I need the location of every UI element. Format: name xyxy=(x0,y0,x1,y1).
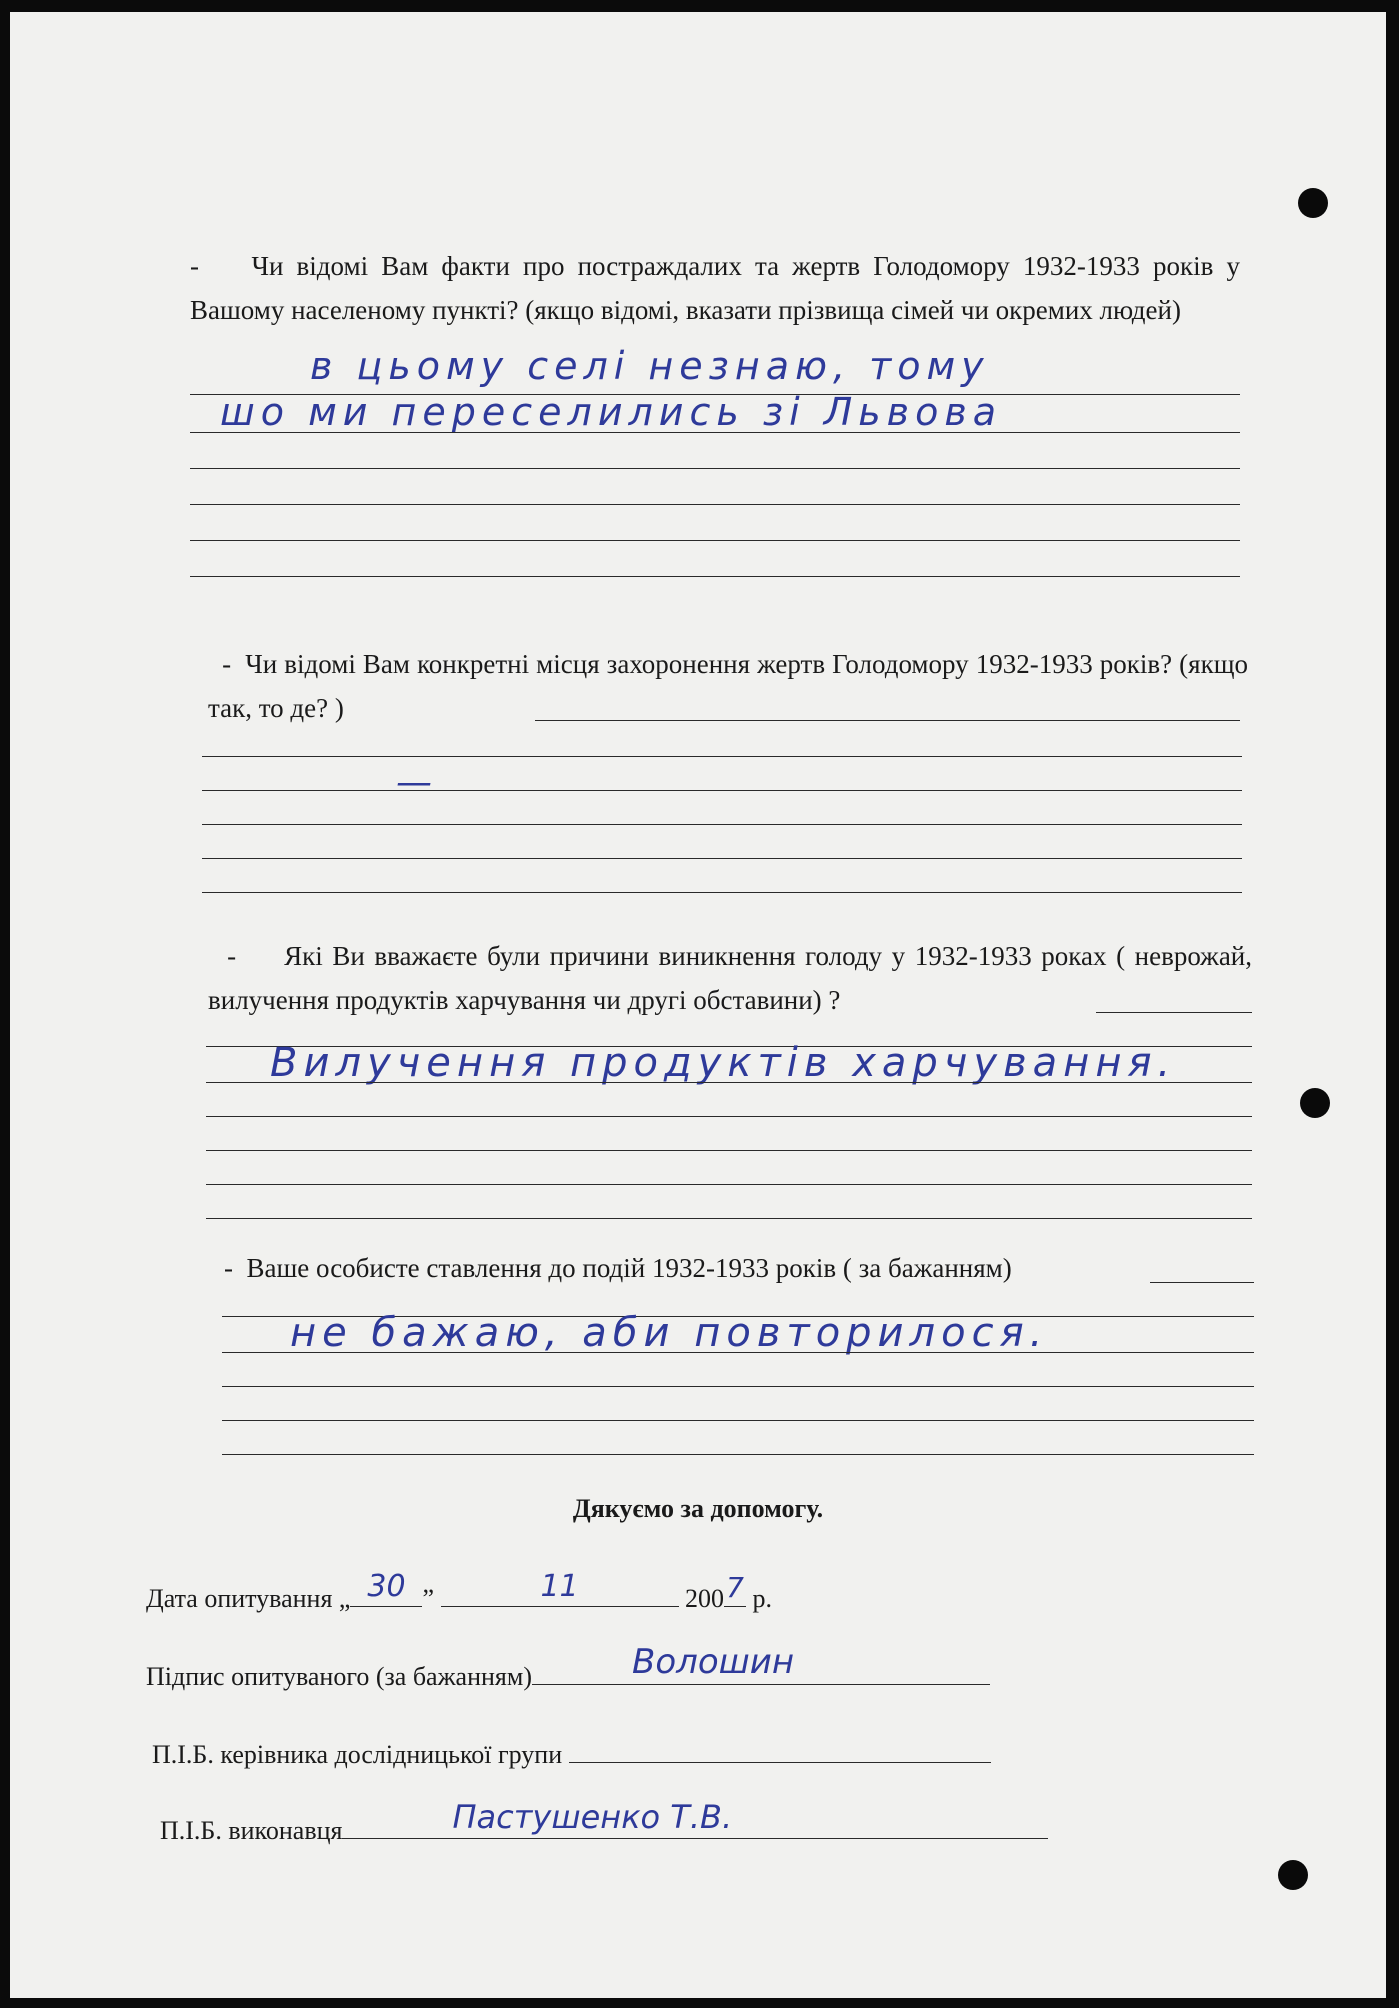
question-3-text xyxy=(208,934,1252,1022)
answer-rule xyxy=(190,504,1240,505)
answer-rule xyxy=(190,540,1240,541)
question-4-text xyxy=(224,1246,1264,1290)
question-4-prefix: - xyxy=(224,1253,233,1283)
question-3-body: Які Ви вважаєте були причини виникнення голоду у 1932-1933 роках ( неврожай, вилучення продуктів харчування чи другі обставини) ? xyxy=(208,941,1253,1015)
question-2-answer: — xyxy=(396,762,438,803)
answer-rule xyxy=(202,824,1242,825)
executor-value: Пастушенко Т.В. xyxy=(452,1798,733,1836)
answer-rule xyxy=(222,1420,1254,1421)
leader-field xyxy=(569,1736,991,1763)
answer-rule xyxy=(222,1386,1254,1387)
question-1-answer-line-1: в цьому селі незнаю, тому xyxy=(310,344,990,388)
answer-rule xyxy=(222,1454,1254,1455)
date-quote-close: ” xyxy=(422,1584,435,1613)
answer-rule xyxy=(1096,1012,1252,1013)
question-4-answer: не бажаю, аби повторилося. xyxy=(290,1310,1049,1356)
date-month-value: 11 xyxy=(540,1569,579,1604)
date-day-value: 30 xyxy=(367,1569,406,1604)
date-year-digit: 7 xyxy=(726,1571,744,1604)
question-1-text xyxy=(190,244,1240,332)
answer-rule xyxy=(202,790,1242,791)
question-3-prefix: - xyxy=(227,941,237,971)
answer-rule xyxy=(190,394,1240,395)
leader-label: П.І.Б. керівника дослідницької групи xyxy=(152,1740,563,1769)
date-label: Дата опитування „ xyxy=(146,1584,351,1613)
punch-hole-bottom xyxy=(1278,1860,1308,1890)
question-3-answer: Вилучення продуктів харчування. xyxy=(270,1040,1177,1086)
question-2-text xyxy=(208,642,1248,730)
answer-rule xyxy=(202,858,1242,859)
punch-hole-top xyxy=(1298,188,1328,218)
answer-rule xyxy=(1150,1282,1254,1283)
date-year-prefix: 200 xyxy=(685,1584,725,1613)
question-2-prefix: - xyxy=(222,649,232,679)
executor-field xyxy=(342,1798,1048,1839)
question-1-body: Чи відомі Вам факти про постраждалих та жертв Голодомору 1932-1933 років у Вашому населеному пункті? (якщо відомі, вказати прізвища сімей чи окремих людей) xyxy=(190,251,1240,325)
answer-rule xyxy=(190,576,1240,577)
date-row xyxy=(146,1569,773,1614)
date-day-field xyxy=(350,1569,422,1607)
answer-rule xyxy=(535,720,1240,721)
question-2-body: Чи відомі Вам конкретні місця захоронення жертв Голодомору 1932-1933 років? (якщо так, то де? ) xyxy=(208,649,1249,723)
answer-rule xyxy=(206,1150,1252,1151)
answer-rule xyxy=(190,432,1240,433)
answer-rule xyxy=(190,468,1240,469)
executor-row xyxy=(160,1798,1048,1846)
date-month-field xyxy=(441,1569,679,1607)
answer-rule xyxy=(202,892,1242,893)
answer-rule xyxy=(222,1352,1254,1353)
date-suffix: р. xyxy=(752,1584,773,1613)
answer-rule xyxy=(206,1082,1252,1083)
questionnaire-page xyxy=(10,12,1386,1998)
punch-hole-middle xyxy=(1300,1088,1330,1118)
executor-label: П.І.Б. виконавця xyxy=(160,1816,343,1845)
signature-value: Волошин xyxy=(632,1642,795,1682)
answer-rule xyxy=(206,1218,1252,1219)
thanks-heading: Дякуємо за допомогу. xyxy=(572,1494,824,1523)
answer-rule xyxy=(206,1184,1252,1185)
answer-rule xyxy=(202,756,1242,757)
signature-row xyxy=(146,1642,990,1692)
signature-label: Підпис опитуваного (за бажанням) xyxy=(146,1662,532,1691)
date-year-field xyxy=(724,1571,746,1607)
question-1-prefix: - xyxy=(190,251,199,281)
signature-field xyxy=(532,1642,990,1685)
question-4-body: Ваше особисте ставлення до подій 1932-1933 років ( за бажанням) xyxy=(246,1253,1012,1283)
question-1-answer-line-2: шо ми переселились зі Львова xyxy=(220,390,1003,434)
answer-rule xyxy=(206,1116,1252,1117)
leader-row xyxy=(152,1736,991,1770)
